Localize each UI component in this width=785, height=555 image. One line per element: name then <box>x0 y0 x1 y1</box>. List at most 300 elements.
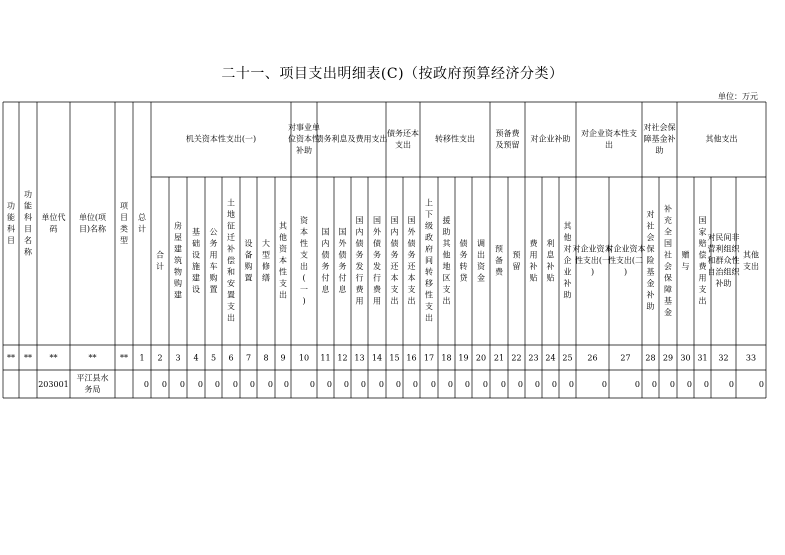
data-cell-10: 0 <box>232 380 238 389</box>
svg-text:金: 金 <box>646 279 655 288</box>
group-header-4 <box>435 134 475 144</box>
svg-text:充: 充 <box>664 215 672 225</box>
svg-text:类: 类 <box>120 224 128 234</box>
index-cell-22: 18 <box>441 353 452 363</box>
column-header-25 <box>495 245 504 277</box>
column-header-22 <box>443 215 452 306</box>
svg-text:置: 置 <box>244 273 253 283</box>
svg-text:出: 出 <box>477 250 485 260</box>
svg-text:补: 补 <box>664 204 672 214</box>
group-header-7 <box>581 128 637 150</box>
column-header-27 <box>530 238 539 283</box>
data-cell-13: 0 <box>283 380 289 389</box>
column-header-33 <box>664 203 672 317</box>
index-cell-33: 29 <box>662 353 674 363</box>
svg-text:出: 出 <box>442 296 451 306</box>
svg-text:赔: 赔 <box>698 238 707 248</box>
column-header-29 <box>564 221 573 300</box>
svg-text:本: 本 <box>300 227 308 237</box>
svg-text:支: 支 <box>279 279 287 288</box>
svg-text:债: 债 <box>407 238 416 248</box>
svg-text:自治组织: 自治组织 <box>707 267 740 277</box>
svg-text:助: 助 <box>655 146 664 155</box>
svg-text:出: 出 <box>698 296 707 306</box>
index-cell-12: 8 <box>263 353 269 363</box>
svg-text:利: 利 <box>546 238 555 248</box>
data-cell-29: 0 <box>568 380 574 389</box>
svg-text:债: 债 <box>355 238 364 248</box>
svg-text:能: 能 <box>24 201 32 211</box>
svg-text:预: 预 <box>512 250 521 260</box>
column-header-13 <box>279 221 288 300</box>
svg-text:土: 土 <box>227 198 235 208</box>
index-cell-1: ** <box>24 353 32 363</box>
svg-text:助: 助 <box>442 227 451 237</box>
index-cell-20: 16 <box>406 353 417 363</box>
svg-text:营利组织: 营利组织 <box>707 244 740 254</box>
svg-text:支: 支 <box>390 284 399 294</box>
svg-text:资: 资 <box>477 261 485 271</box>
svg-text:备: 备 <box>495 256 503 265</box>
svg-text:支: 支 <box>425 302 433 311</box>
svg-text:债: 债 <box>373 238 381 248</box>
svg-text:贴: 贴 <box>529 273 538 283</box>
svg-text:补: 补 <box>646 290 655 300</box>
svg-text:用: 用 <box>209 250 218 260</box>
svg-text:国: 国 <box>698 215 707 225</box>
svg-text:务: 务 <box>373 250 381 260</box>
svg-text:型: 型 <box>262 250 270 260</box>
column-header-26 <box>513 250 521 271</box>
data-cell-12: 0 <box>267 380 273 389</box>
column-header-12 <box>262 238 270 283</box>
index-cell-35: 31 <box>697 353 708 363</box>
column-header-37 <box>743 249 759 271</box>
svg-text:支: 支 <box>407 284 416 294</box>
svg-text:支出: 支出 <box>743 261 759 271</box>
data-cell-19: 0 <box>395 380 401 389</box>
svg-text:目: 目 <box>24 224 32 234</box>
column-header-16 <box>339 227 348 294</box>
svg-text:其他支出: 其他支出 <box>705 134 738 144</box>
svg-text:): ) <box>623 267 628 277</box>
column-header-23 <box>460 238 469 283</box>
svg-text:金: 金 <box>477 273 485 283</box>
svg-text:设: 设 <box>192 284 200 294</box>
index-cell-2: ** <box>49 353 58 363</box>
index-cell-37: 33 <box>745 353 757 363</box>
svg-text:外: 外 <box>373 227 381 237</box>
svg-text:对: 对 <box>563 244 572 254</box>
svg-text:总: 总 <box>138 212 146 222</box>
svg-text:设: 设 <box>192 250 200 260</box>
svg-text:备: 备 <box>244 250 253 260</box>
svg-text:出: 出 <box>605 140 613 150</box>
svg-text:本: 本 <box>279 256 287 265</box>
svg-text:支: 支 <box>442 284 451 294</box>
svg-text:出: 出 <box>300 261 308 271</box>
index-cell-9: 5 <box>210 353 217 363</box>
svg-text:债务还本: 债务还本 <box>387 128 419 138</box>
svg-text:对企业资本: 对企业资本 <box>605 244 646 254</box>
svg-text:行: 行 <box>355 273 364 283</box>
index-cell-27: 23 <box>528 353 539 363</box>
svg-text:屋: 屋 <box>174 233 182 242</box>
svg-text:对民间非: 对民间非 <box>707 233 740 242</box>
data-cell-24: 0 <box>482 380 488 389</box>
svg-text:房: 房 <box>174 221 182 231</box>
column-header-28 <box>547 238 556 283</box>
svg-text:资: 资 <box>300 215 308 225</box>
svg-text:平江县水: 平江县水 <box>76 373 109 383</box>
data-cell-22: 0 <box>447 380 453 389</box>
svg-text:他: 他 <box>279 233 287 242</box>
svg-text:费: 费 <box>529 238 538 248</box>
svg-text:功: 功 <box>7 201 15 211</box>
svg-text:公: 公 <box>209 227 218 237</box>
index-cell-6: 2 <box>157 353 163 363</box>
index-cell-29: 25 <box>562 353 573 363</box>
column-header-11 <box>245 239 253 283</box>
svg-text:建: 建 <box>192 273 200 283</box>
column-header-36 <box>708 232 741 288</box>
svg-text:补: 补 <box>563 279 572 288</box>
svg-text:设: 设 <box>244 238 253 248</box>
svg-text:用: 用 <box>529 250 538 260</box>
svg-text:企: 企 <box>563 256 572 265</box>
svg-text:社: 社 <box>646 221 655 231</box>
svg-text:息: 息 <box>321 284 330 294</box>
svg-text:支: 支 <box>227 302 235 311</box>
column-header-34 <box>682 249 690 271</box>
svg-text:付: 付 <box>321 273 330 283</box>
group-header-5 <box>496 128 521 150</box>
svg-text:债: 债 <box>338 250 347 260</box>
svg-text:其: 其 <box>442 238 451 248</box>
svg-text:物: 物 <box>174 267 182 277</box>
data-cell-33: 0 <box>669 380 675 389</box>
svg-text:务: 务 <box>459 250 468 260</box>
index-cell-32: 28 <box>645 353 656 363</box>
data-cell-17: 0 <box>360 380 366 389</box>
svg-text:(: ( <box>302 273 306 283</box>
svg-text:项: 项 <box>120 201 128 211</box>
svg-text:上: 上 <box>425 198 433 208</box>
svg-text:码: 码 <box>49 224 58 234</box>
column-header-9 <box>210 227 218 294</box>
svg-text:付: 付 <box>338 273 347 283</box>
svg-text:下: 下 <box>425 210 433 219</box>
group-header-6 <box>531 134 571 144</box>
group-header-0 <box>186 134 256 144</box>
index-cell-5: 1 <box>139 353 145 363</box>
index-cell-3: ** <box>88 353 97 363</box>
svg-text:对社会保: 对社会保 <box>643 123 676 132</box>
svg-text:其: 其 <box>563 221 572 231</box>
index-cell-15: 11 <box>320 353 331 363</box>
svg-text:转移性支出: 转移性支出 <box>435 134 475 144</box>
svg-text:用: 用 <box>355 296 364 306</box>
svg-text:): ) <box>590 267 595 277</box>
svg-text:助: 助 <box>563 290 572 300</box>
svg-text:对企业资本: 对企业资本 <box>572 244 613 254</box>
svg-text:全: 全 <box>664 227 672 237</box>
column-header-19 <box>391 216 400 306</box>
column-header-2 <box>42 212 66 234</box>
svg-text:基: 基 <box>192 227 200 237</box>
svg-text:社: 社 <box>664 250 672 260</box>
group-header-3 <box>387 128 419 150</box>
svg-text:筑: 筑 <box>174 256 182 265</box>
svg-text:名: 名 <box>24 235 32 245</box>
svg-text:征: 征 <box>227 221 235 231</box>
data-cell-34: 0 <box>686 380 692 389</box>
data-cell-35: 0 <box>703 380 709 389</box>
svg-text:发: 发 <box>355 261 364 271</box>
svg-text:基: 基 <box>664 296 672 306</box>
svg-text:其: 其 <box>279 221 287 231</box>
svg-text:和: 和 <box>227 267 235 277</box>
data-cell-15: 0 <box>326 380 332 389</box>
data-cell-11: 0 <box>249 380 255 389</box>
svg-text:务: 务 <box>407 250 416 260</box>
svg-text:支出: 支出 <box>395 140 411 150</box>
svg-text:计: 计 <box>138 224 146 234</box>
svg-text:支: 支 <box>698 284 707 294</box>
svg-text:国: 国 <box>355 215 364 225</box>
svg-text:贴: 贴 <box>546 273 555 283</box>
svg-text:位资本性: 位资本性 <box>288 134 320 144</box>
data-cell-8: 0 <box>197 380 203 389</box>
svg-text:转: 转 <box>425 267 433 277</box>
column-header-3 <box>79 212 107 234</box>
svg-text:科: 科 <box>24 212 32 222</box>
svg-text:国: 国 <box>338 227 347 237</box>
svg-text:施: 施 <box>192 261 200 271</box>
svg-text:偿: 偿 <box>698 250 707 260</box>
svg-text:国: 国 <box>321 227 330 237</box>
svg-text:障: 障 <box>664 284 672 294</box>
svg-text:支: 支 <box>300 250 308 260</box>
svg-text:大: 大 <box>262 238 270 248</box>
svg-text:单位代: 单位代 <box>41 212 66 222</box>
svg-text:出: 出 <box>227 313 235 323</box>
svg-text:预备费: 预备费 <box>495 128 520 138</box>
svg-text:保: 保 <box>646 244 655 254</box>
index-cell-16: 12 <box>337 353 348 363</box>
svg-text:国: 国 <box>664 238 672 248</box>
column-header-21 <box>425 198 433 323</box>
svg-text:务: 务 <box>390 250 399 260</box>
svg-text:迁: 迁 <box>227 233 235 242</box>
svg-text:债: 债 <box>321 250 330 260</box>
svg-text:建: 建 <box>174 290 182 300</box>
column-header-10 <box>227 198 235 323</box>
svg-text:费: 费 <box>495 267 503 277</box>
svg-text:本: 本 <box>407 273 416 283</box>
index-cell-36: 32 <box>718 353 729 363</box>
svg-text:对事业单: 对事业单 <box>288 123 320 132</box>
svg-text:务: 务 <box>338 261 347 271</box>
data-cell-2: 203001 <box>38 380 69 389</box>
data-cell-27: 0 <box>534 380 540 389</box>
svg-text:级: 级 <box>425 221 433 231</box>
svg-text:补: 补 <box>227 244 235 254</box>
data-cell-7: 0 <box>179 380 185 389</box>
svg-text:务: 务 <box>355 250 364 260</box>
svg-text:能: 能 <box>7 212 15 222</box>
svg-text:赠: 赠 <box>681 250 690 260</box>
svg-text:与: 与 <box>681 261 690 271</box>
index-cell-10: 6 <box>228 353 234 363</box>
index-cell-18: 14 <box>371 353 383 363</box>
svg-text:安: 安 <box>227 279 235 288</box>
svg-text:出: 出 <box>279 290 287 300</box>
index-cell-8: 4 <box>193 353 199 363</box>
svg-text:助: 助 <box>646 302 655 311</box>
svg-text:区: 区 <box>442 273 451 283</box>
svg-text:功: 功 <box>24 189 32 199</box>
column-header-24 <box>477 239 486 283</box>
data-cell-26: 0 <box>517 380 523 389</box>
data-cell-5: 0 <box>143 380 149 389</box>
svg-text:称: 称 <box>24 247 32 257</box>
svg-text:目: 目 <box>7 235 15 245</box>
data-cell-14: 0 <box>309 380 315 389</box>
svg-text:性: 性 <box>279 267 287 277</box>
svg-text:息: 息 <box>338 284 347 294</box>
svg-text:性支出(二: 性支出(二 <box>607 256 644 265</box>
svg-text:用: 用 <box>373 296 381 306</box>
svg-text:目: 目 <box>120 212 128 222</box>
index-cell-31: 27 <box>620 353 631 363</box>
svg-text:移: 移 <box>425 279 433 288</box>
index-cell-25: 21 <box>493 353 505 363</box>
svg-text:基: 基 <box>646 267 655 277</box>
svg-text:本: 本 <box>390 273 399 283</box>
svg-text:债: 债 <box>459 238 468 248</box>
index-cell-13: 9 <box>280 353 286 363</box>
column-header-1 <box>24 189 33 257</box>
svg-text:家: 家 <box>698 227 707 237</box>
column-header-35 <box>699 216 708 306</box>
index-cell-7: 3 <box>175 353 181 363</box>
index-cell-23: 19 <box>458 353 469 363</box>
svg-text:科: 科 <box>7 224 15 234</box>
svg-text:外: 外 <box>407 227 416 237</box>
index-cell-14: 10 <box>298 353 310 363</box>
unit-label: 单位：万元 <box>718 92 758 101</box>
group-header-2 <box>316 134 388 144</box>
svg-text:补: 补 <box>529 261 538 271</box>
svg-text:发: 发 <box>373 261 381 271</box>
svg-text:购: 购 <box>244 261 253 271</box>
svg-text:购: 购 <box>174 279 182 288</box>
svg-text:一: 一 <box>300 284 308 294</box>
svg-text:合: 合 <box>156 250 164 260</box>
svg-text:费: 费 <box>355 284 364 294</box>
svg-text:会: 会 <box>664 261 672 271</box>
svg-text:政: 政 <box>425 233 433 242</box>
column-header-20 <box>408 216 417 306</box>
svg-text:国: 国 <box>373 215 381 225</box>
svg-text:息: 息 <box>546 250 555 260</box>
table-title: 二十一、项目支出明细表(C)（按政府预算经济分类） <box>221 66 564 82</box>
svg-text:型: 型 <box>120 235 128 245</box>
data-cell-30: 0 <box>601 380 607 389</box>
svg-text:性: 性 <box>300 238 308 248</box>
svg-text:其他: 其他 <box>743 250 759 260</box>
data-cell-25: 0 <box>500 380 506 389</box>
svg-text:行: 行 <box>373 273 381 283</box>
svg-text:地: 地 <box>227 210 235 219</box>
svg-text:对企业补助: 对企业补助 <box>530 134 571 144</box>
data-cell-16: 0 <box>343 380 349 389</box>
index-cell-28: 24 <box>545 353 556 363</box>
svg-text:性: 性 <box>425 290 433 300</box>
data-cell-37: 0 <box>758 380 764 389</box>
index-cell-26: 22 <box>511 353 522 363</box>
column-header-0 <box>7 200 15 245</box>
group-header-8 <box>644 122 676 155</box>
svg-text:费: 费 <box>698 261 707 271</box>
svg-text:置: 置 <box>227 290 235 300</box>
data-cell-28: 0 <box>551 380 557 389</box>
svg-text:转: 转 <box>459 261 468 271</box>
index-cell-17: 13 <box>354 353 365 363</box>
svg-text:内: 内 <box>355 227 364 237</box>
svg-text:础: 础 <box>192 238 200 248</box>
svg-text:机关资本性支出(一): 机关资本性支出(一) <box>185 134 257 144</box>
svg-text:建: 建 <box>174 244 182 254</box>
svg-text:修: 修 <box>262 261 270 271</box>
svg-text:险: 险 <box>646 256 655 265</box>
svg-text:府: 府 <box>425 244 433 254</box>
column-header-17 <box>356 216 365 306</box>
data-cell-18: 0 <box>378 380 384 389</box>
svg-text:车: 车 <box>209 261 218 271</box>
svg-text:置: 置 <box>209 284 218 294</box>
svg-text:预: 预 <box>495 244 503 254</box>
svg-text:缮: 缮 <box>262 273 270 283</box>
svg-text:务局: 务局 <box>84 384 101 394</box>
data-cell-unit-name <box>77 372 109 394</box>
column-header-32 <box>647 209 655 311</box>
column-header-4 <box>120 201 129 245</box>
svg-text:会: 会 <box>646 233 655 242</box>
svg-text:地: 地 <box>442 261 451 271</box>
svg-text:金: 金 <box>664 307 672 317</box>
svg-text:补助: 补助 <box>296 146 312 155</box>
svg-text:贷: 贷 <box>459 273 468 283</box>
index-cell-34: 30 <box>680 353 691 363</box>
index-cell-19: 15 <box>389 353 400 363</box>
data-cell-23: 0 <box>464 380 470 389</box>
svg-text:出: 出 <box>407 296 416 306</box>
data-cell-32: 0 <box>651 380 657 389</box>
svg-text:补助: 补助 <box>715 279 732 288</box>
group-header-9 <box>706 134 738 144</box>
svg-text:计: 计 <box>156 261 164 271</box>
svg-text:内: 内 <box>321 238 330 248</box>
svg-text:出: 出 <box>425 313 433 323</box>
svg-text:业: 业 <box>563 267 572 277</box>
svg-text:资: 资 <box>279 244 287 254</box>
column-header-31 <box>606 244 646 277</box>
svg-text:障基金补: 障基金补 <box>643 134 676 144</box>
svg-text:单位(项: 单位(项 <box>78 212 107 222</box>
svg-text:购: 购 <box>209 273 218 283</box>
